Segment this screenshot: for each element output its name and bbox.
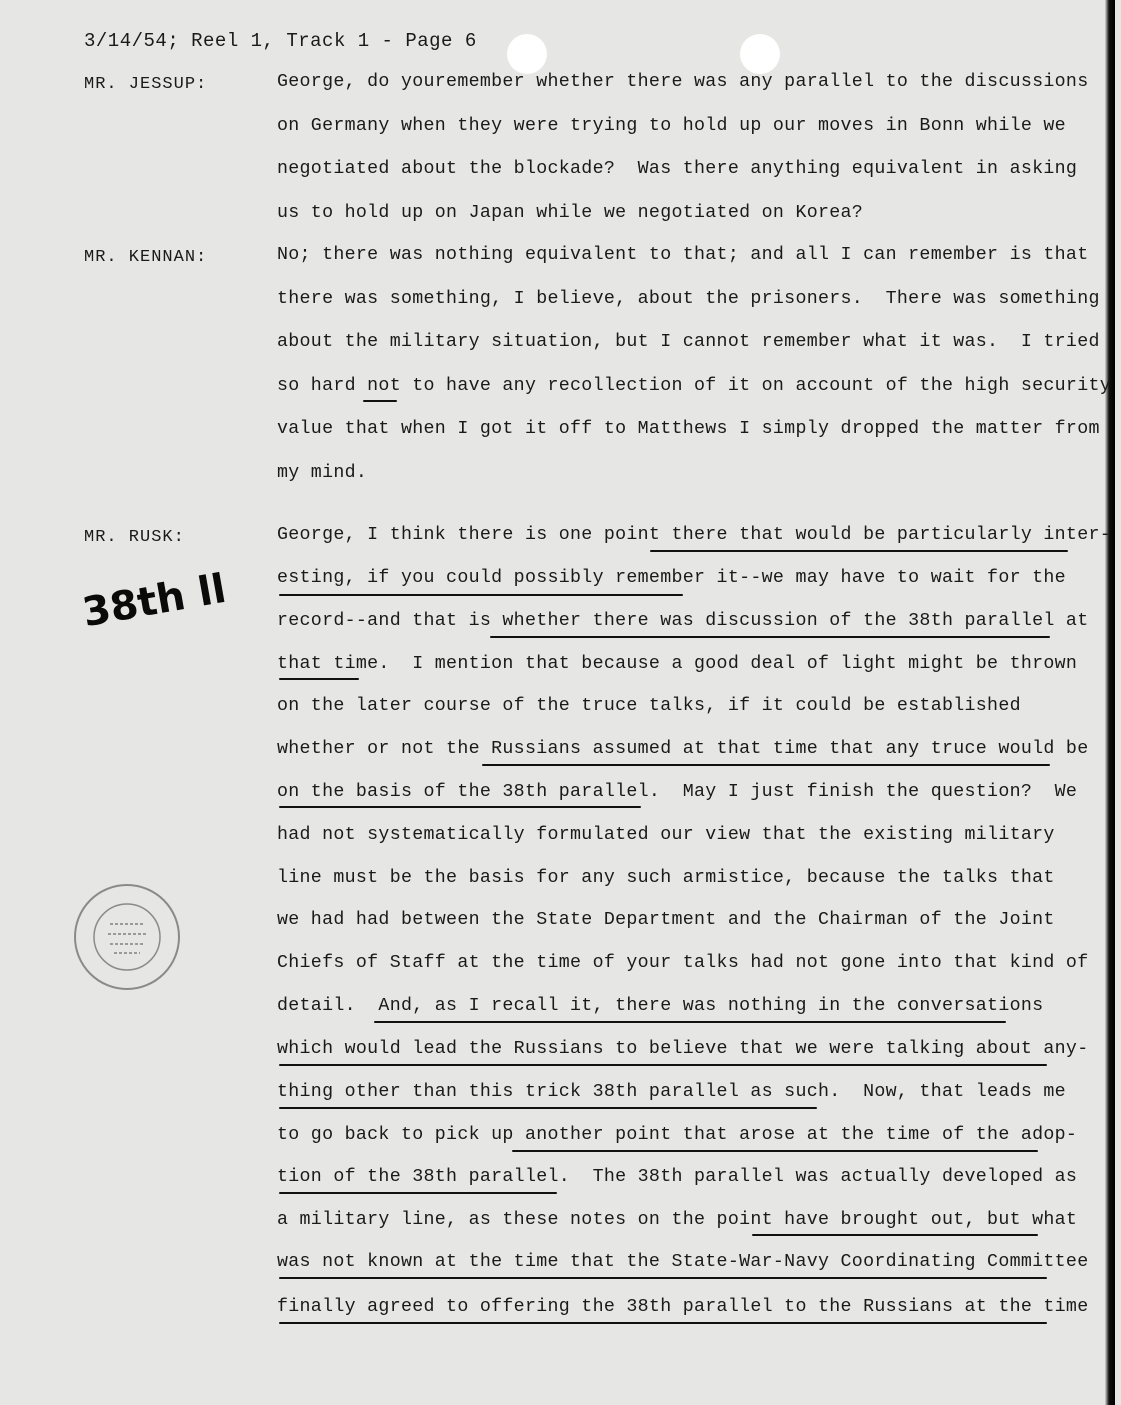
underline-mark bbox=[650, 550, 1068, 552]
text-line: George, I think there is one point there that would be particularly inter- bbox=[277, 525, 1112, 545]
text-line: that time. I mention that because a good deal of light might be thrown bbox=[277, 654, 1078, 674]
text-line: detail. And, as I recall it, there was nothing in the conversations bbox=[277, 996, 1044, 1016]
text-line: George, do youremember whether there was any parallel to the discussions bbox=[277, 72, 1089, 92]
archive-stamp-icon bbox=[70, 882, 185, 992]
underline-mark bbox=[279, 1107, 817, 1109]
speaker-jessup: MR. JESSUP: bbox=[84, 75, 208, 94]
text-line: about the military situation, but I cannot remember what it was. I tried bbox=[277, 332, 1100, 352]
text-line: which would lead the Russians to believe that we were talking about any- bbox=[277, 1039, 1089, 1059]
text-line: we had had between the State Department and the Chairman of the Joint bbox=[277, 910, 1055, 930]
punch-hole bbox=[507, 34, 547, 74]
text-line: a military line, as these notes on the point have brought out, but what bbox=[277, 1210, 1078, 1230]
text-line: on the later course of the truce talks, if it could be established bbox=[277, 696, 1021, 716]
text-line: there was something, I believe, about the prisoners. There was something bbox=[277, 289, 1100, 309]
text-line: Chiefs of Staff at the time of your talks had not gone into that kind of bbox=[277, 953, 1089, 973]
text-line: to go back to pick up another point that arose at the time of the adop- bbox=[277, 1125, 1078, 1145]
text-line: whether or not the Russians assumed at that time that any truce would be bbox=[277, 739, 1089, 759]
text-line: was not known at the time that the State-War-Navy Coordinating Committee bbox=[277, 1252, 1089, 1272]
text-line: esting, if you could possibly remember it--we may have to wait for the bbox=[277, 568, 1066, 588]
underline-mark bbox=[482, 764, 1050, 766]
text-line: No; there was nothing equivalent to that; and all I can remember is that bbox=[277, 245, 1089, 265]
underline-mark bbox=[279, 678, 359, 680]
speaker-rusk: MR. RUSK: bbox=[84, 528, 185, 547]
text-line: finally agreed to offering the 38th parallel to the Russians at the time bbox=[277, 1297, 1089, 1317]
underline-mark bbox=[279, 1277, 1047, 1279]
text-line: line must be the basis for any such armistice, because the talks that bbox=[277, 868, 1055, 888]
speaker-kennan: MR. KENNAN: bbox=[84, 248, 208, 267]
underline-mark bbox=[279, 594, 683, 596]
text-line: had not systematically formulated our view that the existing military bbox=[277, 825, 1055, 845]
text-line: my mind. bbox=[277, 463, 368, 483]
underline-mark bbox=[279, 1192, 557, 1194]
text-line: thing other than this trick 38th parallel as such. Now, that leads me bbox=[277, 1082, 1066, 1102]
underline-mark bbox=[279, 806, 641, 808]
punch-hole bbox=[740, 34, 780, 74]
page-header: 3/14/54; Reel 1, Track 1 - Page 6 bbox=[84, 30, 477, 52]
text-line: on the basis of the 38th parallel. May I just finish the question? We bbox=[277, 782, 1078, 802]
underline-mark bbox=[363, 400, 397, 402]
page-edge-shadow bbox=[1105, 0, 1115, 1405]
text-line: on Germany when they were trying to hold up our moves in Bonn while we bbox=[277, 116, 1066, 136]
underline-mark bbox=[490, 636, 1050, 638]
underline-mark bbox=[279, 1064, 1047, 1066]
underline-mark bbox=[279, 1322, 1047, 1324]
text-line: us to hold up on Japan while we negotiated on Korea? bbox=[277, 203, 864, 223]
handwritten-margin-note: 38th ll bbox=[79, 565, 230, 637]
underline-mark bbox=[374, 1021, 1006, 1023]
text-line: value that when I got it off to Matthews I simply dropped the matter from bbox=[277, 419, 1100, 439]
text-line: negotiated about the blockade? Was there anything equivalent in asking bbox=[277, 159, 1078, 179]
text-line: record--and that is whether there was discussion of the 38th parallel at bbox=[277, 611, 1089, 631]
text-line: so hard not to have any recollection of it on account of the high security bbox=[277, 376, 1112, 396]
underline-mark bbox=[752, 1234, 1038, 1236]
text-line: tion of the 38th parallel. The 38th parallel was actually developed as bbox=[277, 1167, 1078, 1187]
underline-mark bbox=[512, 1150, 1038, 1152]
